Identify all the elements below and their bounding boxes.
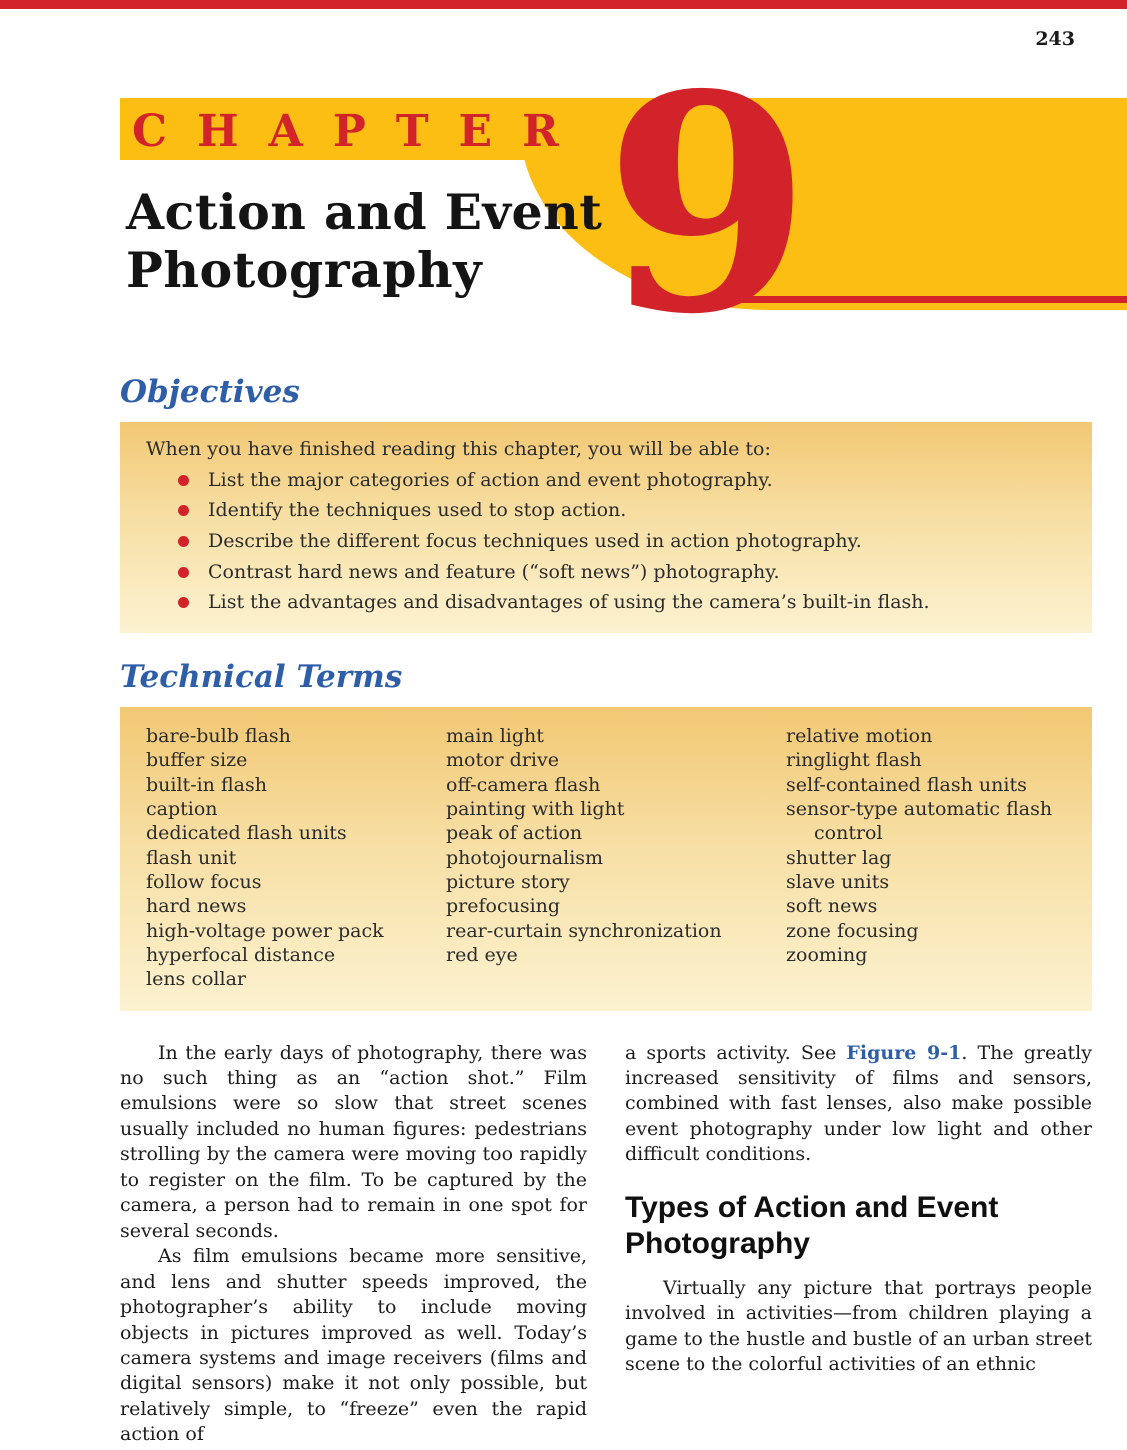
body-text-after-figref: . The greatly increased sensitivity of films and sensors, combined with fast lenses, also make possible event photography under low light and other difficult conditions.: [625, 1041, 1092, 1166]
term-item: follow focus: [146, 871, 262, 893]
term-item: sensor-type automatic flash control: [786, 798, 1053, 845]
chapter-title-line2: Photography: [126, 240, 483, 299]
term-item: photojournalism: [446, 846, 604, 869]
term-item: slave units: [786, 871, 890, 893]
objective-text: Contrast hard news and feature (“soft news”) photography.: [208, 560, 780, 583]
objectives-intro: When you have finished reading this chapter, you will be able to:: [146, 438, 771, 460]
term-item: motor drive: [446, 749, 559, 772]
term-item: main light: [446, 725, 544, 748]
term-item: shutter lag: [786, 846, 892, 869]
term-item: picture story: [446, 871, 570, 893]
term-item: high-voltage power pack: [146, 919, 384, 942]
technical-terms-box: [120, 707, 1092, 1010]
page-number: 243: [1035, 28, 1075, 50]
term-item: buffer size: [146, 749, 248, 772]
term-item: off-camera flash: [446, 773, 601, 796]
bullet-icon: [178, 597, 189, 608]
bullet-icon: [178, 505, 189, 516]
chapter-title: [126, 184, 602, 300]
bullet-icon: [178, 536, 189, 547]
terms-column-2: [446, 724, 786, 991]
body-text-before-figref: a sports activity. See: [625, 1041, 847, 1064]
term-item: lens collar: [146, 968, 246, 991]
terms-column-1: [146, 724, 446, 991]
objective-text: Describe the different focus techniques used in action photography.: [208, 530, 862, 553]
objectives-heading: Objectives: [120, 374, 300, 410]
objective-item: [146, 498, 1068, 523]
types-section-heading: Types of Action and Event Photography: [625, 1190, 999, 1261]
term-item: built-in flash: [146, 773, 267, 796]
chapter-label: CHAPTER: [132, 106, 589, 157]
chapter-title-line1: Action and Event: [126, 183, 603, 241]
objective-item: [146, 560, 1068, 585]
technical-terms-heading: Technical Terms: [120, 659, 403, 696]
term-item: red eye: [446, 943, 518, 966]
bullet-icon: [178, 567, 189, 578]
term-item: dedicated flash units: [146, 822, 347, 845]
term-item: zone focusing: [786, 919, 919, 942]
objective-item: [146, 590, 1068, 615]
objective-text: Identify the techniques used to stop action.: [208, 499, 627, 522]
body-column-left: [120, 1041, 587, 1448]
objective-text: List the advantages and disadvantages of using the camera’s built-in flash.: [208, 591, 930, 614]
term-item: self-contained flash units: [786, 773, 1027, 796]
chapter-number: 9: [604, 30, 812, 380]
term-item: bare-bulb flash: [146, 725, 291, 748]
objectives-box: [120, 422, 1092, 633]
term-item: caption: [146, 798, 218, 821]
bullet-icon: [178, 475, 189, 486]
top-red-bar: [0, 0, 1127, 9]
term-item: ringlight flash: [786, 749, 922, 772]
body-column-right: [625, 1041, 1092, 1448]
term-item: soft news: [786, 895, 878, 918]
body-paragraph: In the early days of photography, there was no such thing as an “action shot.” Film emulsions were so slow that street scenes usually included no human figures: pedestrians strolling by the camera were moving too rapidly to register on the film. To be captured by the camera, a person had to remain in one spot for several seconds.: [120, 1041, 587, 1242]
term-item: hyperfocal distance: [146, 943, 336, 966]
term-item: rear-curtain synchronization: [446, 919, 722, 942]
terms-column-3: [786, 724, 1066, 991]
body-text: [120, 1041, 1092, 1448]
inner-content: [120, 374, 1092, 1448]
term-item: relative motion: [786, 725, 933, 748]
term-item: flash unit: [146, 846, 237, 869]
term-item: zooming: [786, 943, 868, 966]
term-item: peak of action: [446, 822, 583, 845]
term-item: hard news: [146, 895, 247, 918]
objective-text: List the major categories of action and event photography.: [208, 468, 773, 491]
body-paragraph: [625, 1041, 1092, 1168]
objective-item: [146, 529, 1068, 554]
body-paragraph: Virtually any picture that portrays people involved in activities—from children playing a game to the hustle and bustle of an urban street scene to the colorful activities of an ethnic: [625, 1277, 1092, 1376]
term-item: prefocusing: [446, 895, 561, 918]
objective-item: [146, 468, 1068, 493]
term-item: painting with light: [446, 798, 625, 821]
figure-9-1-reference[interactable]: Figure 9-1: [846, 1041, 962, 1064]
body-paragraph: As film emulsions became more sensitive, and lens and shutter speeds improved, the photographer’s ability to include moving objects in pictures improved as well. Today’s camera systems and image receivers (films and digital sensors) make it not only possible, but relatively simple, to “freeze” even the rapid action of: [120, 1245, 587, 1446]
